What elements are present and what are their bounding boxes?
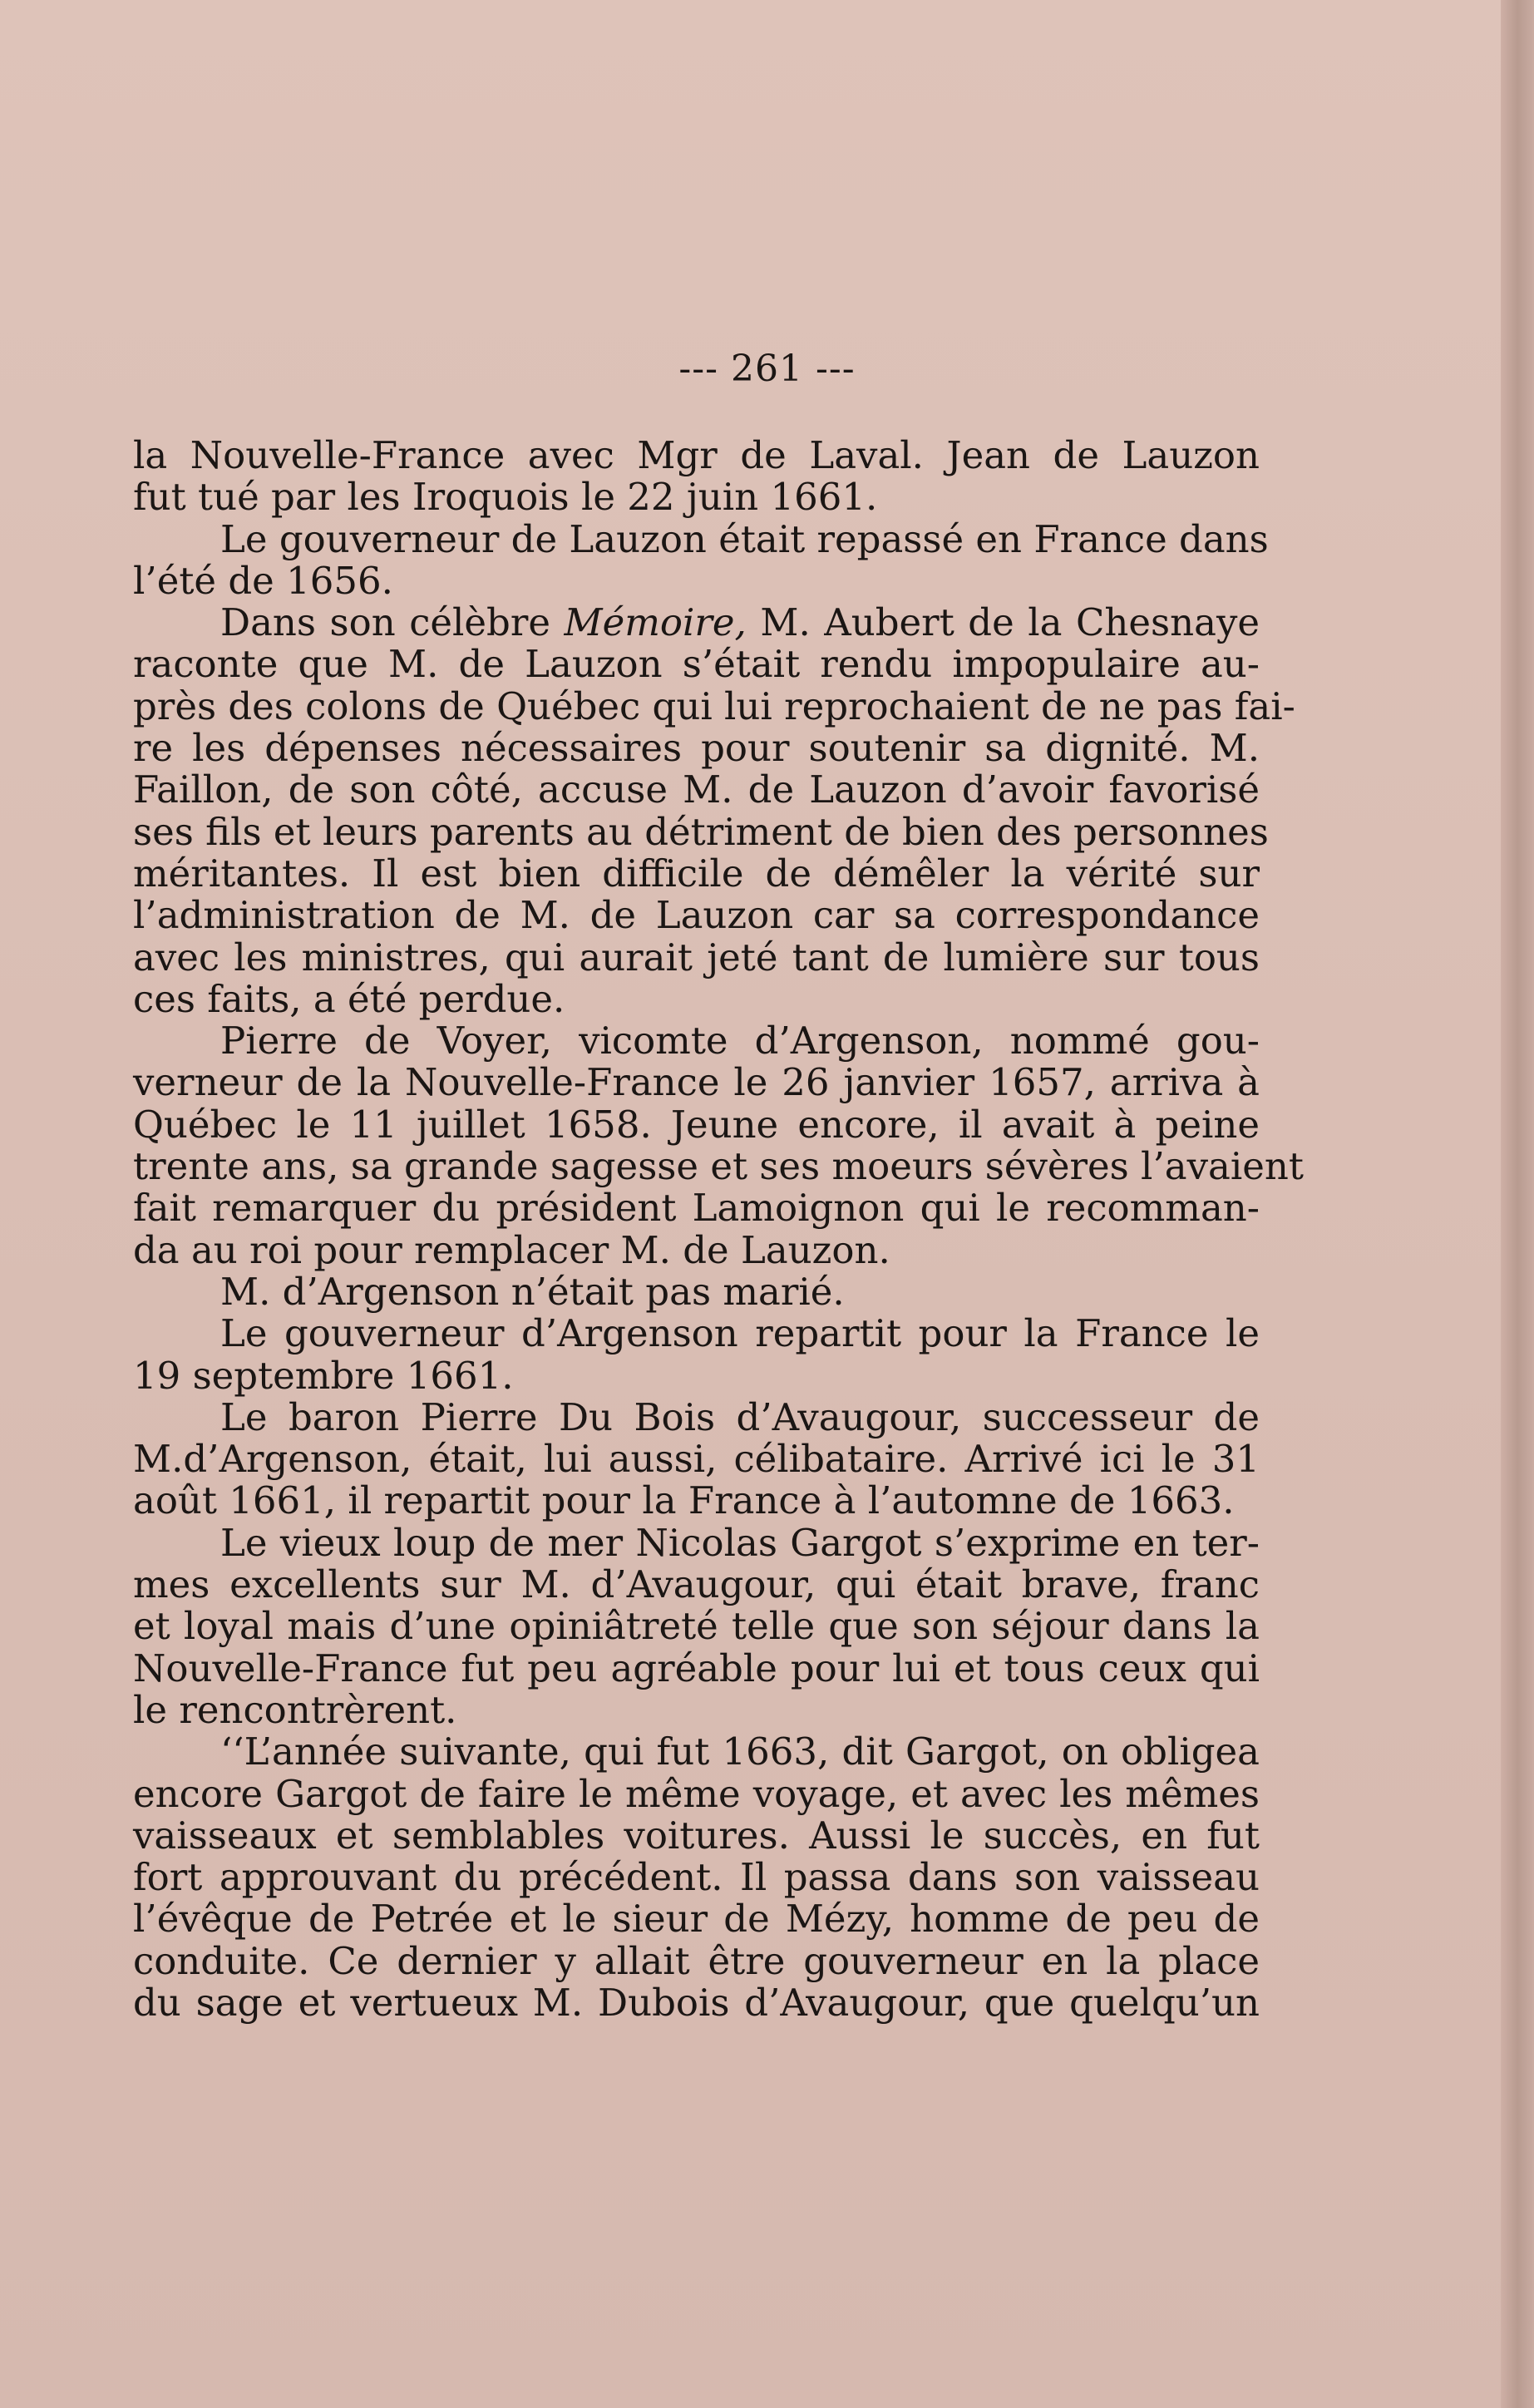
text-segment: Dans son célèbre — [220, 600, 565, 645]
text-line: le rencontrèrent. — [133, 1687, 457, 1732]
text-line: l’été de 1656. — [133, 558, 393, 603]
text-line: et loyal mais d’une opiniâtreté telle que son séjour dans la — [133, 1604, 1260, 1649]
text-line: Faillon, de son côté, accuse M. de Lauzon d’avoir favorisé — [133, 767, 1260, 812]
italic-title: Mémoire, — [564, 600, 747, 645]
text-line: M. d’Argenson n’était pas marié. — [220, 1269, 845, 1314]
text-line: vaisseaux et semblables voitures. Aussi le succès, en fut — [133, 1813, 1260, 1858]
text-line: Nouvelle-France fut peu agréable pour lui et tous ceux qui — [133, 1646, 1260, 1690]
text-line: mes excellents sur M. d’Avaugour, qui était brave, franc — [133, 1562, 1260, 1607]
page-number: --- 261 --- — [678, 348, 856, 390]
body-text — [133, 433, 1304, 2025]
text-segment: M. Aubert de la Chesnaye — [746, 600, 1260, 645]
text-line: Le gouverneur de Lauzon était repassé en France dans — [220, 516, 1269, 561]
text-line: trente ans, sa grande sagesse et ses moeurs sévères l’avaient — [133, 1144, 1304, 1189]
text-line: encore Gargot de faire le même voyage, et avec les mêmes — [133, 1771, 1260, 1816]
text-line: ses fils et leurs parents au détriment de bien des personnes — [133, 809, 1269, 854]
text-line: près des colons de Québec qui lui reprochaient de ne pas fai- — [133, 683, 1295, 728]
text-line: ces faits, a été perdue. — [133, 976, 565, 1021]
text-line: méritantes. Il est bien difficile de démêler la vérité sur — [133, 851, 1260, 896]
text-line: la Nouvelle-France avec Mgr de Laval. Jean de Lauzon — [133, 433, 1260, 477]
text-line: avec les ministres, qui aurait jeté tant de lumière sur tous — [133, 935, 1260, 979]
text-line: ‘‘L’année suivante, qui fut 1663, dit Gargot, on obligea — [220, 1730, 1260, 1774]
text-line: l’administration de M. de Lauzon car sa correspondance — [133, 893, 1260, 938]
text-line — [133, 602, 1260, 644]
text-line: fut tué par les Iroquois le 22 juin 1661. — [133, 475, 878, 520]
text-line: conduite. Ce dernier y allait être gouverneur en la place — [133, 1938, 1260, 1983]
text-line: Pierre de Voyer, vicomte d’Argenson, nommé gou- — [220, 1019, 1260, 1063]
text-line: Québec le 11 juillet 1658. Jeune encore, il avait à peine — [133, 1102, 1260, 1147]
text-line: Le baron Pierre Du Bois d’Avaugour, successeur de — [220, 1394, 1260, 1439]
text-line: M.d’Argenson, était, lui aussi, célibataire. Arrivé ici le 31 — [133, 1437, 1260, 1482]
text-line: re les dépenses nécessaires pour soutenir sa dignité. M. — [133, 726, 1260, 771]
text-line: août 1661, il repartit pour la France à l’automne de 1663. — [133, 1478, 1235, 1523]
text-line: fort approuvant du précédent. Il passa dans son vaisseau — [133, 1855, 1260, 1900]
text-line: fait remarquer du président Lamoignon qui le recomman- — [133, 1186, 1260, 1231]
text-line: 19 septembre 1661. — [133, 1353, 514, 1398]
text-line: Le vieux loup de mer Nicolas Gargot s’exprime en ter- — [220, 1520, 1260, 1565]
text-line: l’évêque de Petrée et le sieur de Mézy, homme de peu de — [133, 1897, 1260, 1942]
text-line: da au roi pour remplacer M. de Lauzon. — [133, 1227, 890, 1272]
text-line: raconte que M. de Lauzon s’était rendu impopulaire au- — [133, 642, 1260, 687]
text-line: du sage et vertueux M. Dubois d’Avaugour, que quelqu’un — [133, 1980, 1260, 2025]
text-line: Le gouverneur d’Argenson repartit pour la France le — [220, 1311, 1260, 1356]
text-line: verneur de la Nouvelle-France le 26 janvier 1657, arriva à — [133, 1060, 1260, 1105]
